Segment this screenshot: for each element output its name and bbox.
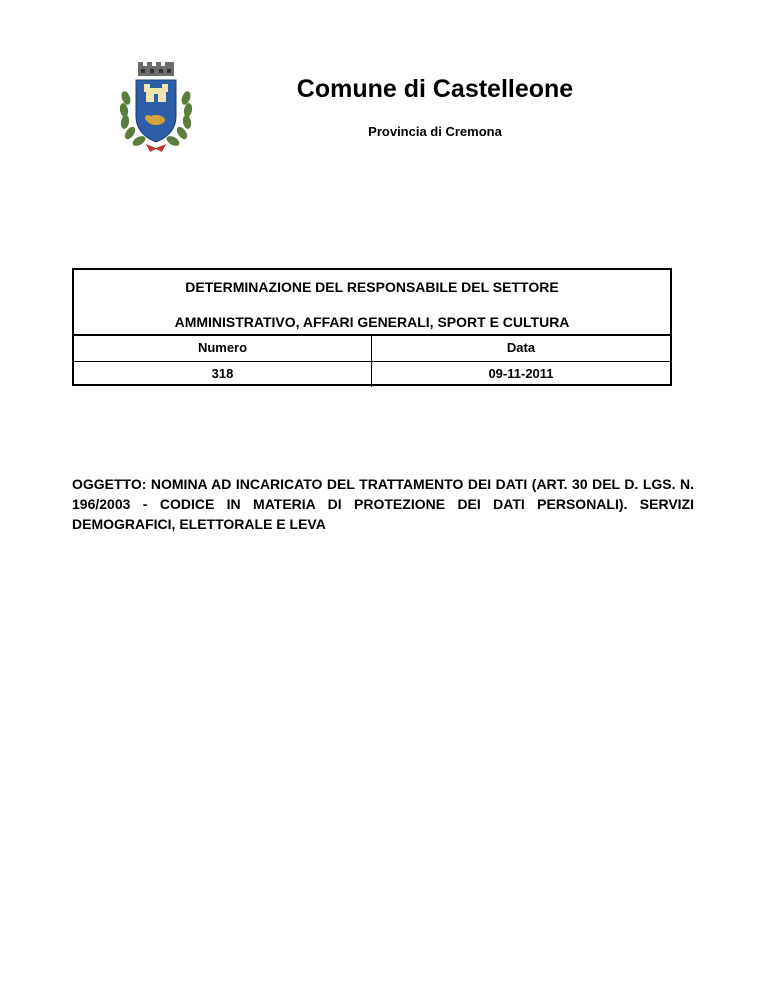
coat-of-arms-graphic <box>112 58 200 154</box>
determination-heading-line1: DETERMINAZIONE DEL RESPONSABILE DEL SETTORE <box>185 279 559 295</box>
determination-table <box>74 334 670 386</box>
page-title: Comune di Castelleone <box>296 75 574 103</box>
coat-of-arms-icon <box>112 58 200 154</box>
date-value: 09-11-2011 <box>372 361 670 387</box>
number-header: Numero <box>74 336 372 362</box>
determination-heading-line2: AMMINISTRATIVO, AFFARI GENERALI, SPORT E CULTURA <box>174 314 570 330</box>
subject-paragraph: OGGETTO: NOMINA AD INCARICATO DEL TRATTAMENTO DEI DATI (ART. 30 DEL D. LGS. N. 196/2003 - CODICE IN MATERIA DI PROTEZIONE DEI DATI PERSONALI). SERVIZI DEMOGRAFICI, ELETTORALE E LEVA <box>72 476 694 532</box>
province-subtitle: Provincia di Cremona <box>368 124 502 139</box>
number-value: 318 <box>74 361 372 387</box>
determination-box <box>72 268 672 386</box>
date-header: Data <box>506 340 536 355</box>
